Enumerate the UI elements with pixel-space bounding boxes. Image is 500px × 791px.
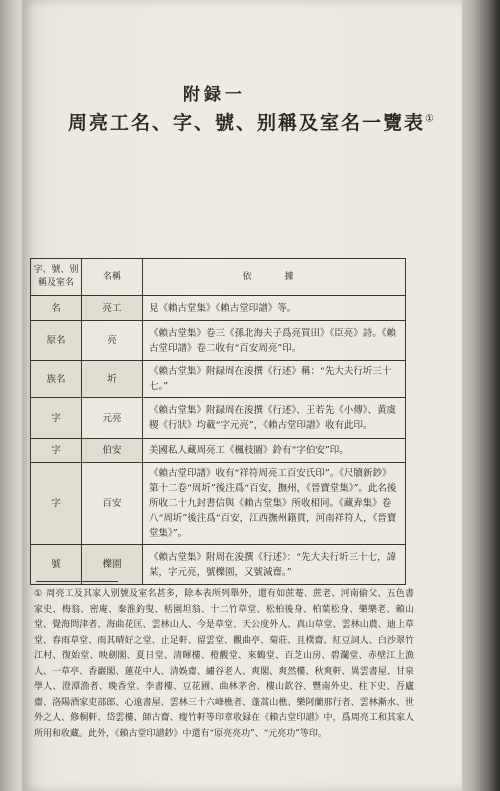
page-title [68, 108, 436, 135]
title-text: 周亮工名、字、號、别稱及室名一覽表 [68, 112, 426, 134]
header-name: 名稱 [82, 259, 143, 296]
row-basis: 《賴古堂集》卷三《孫北海夫子爲亮買田》《臣亮》詩。《賴古堂印譜》卷二收有“百安周亮”印。 [143, 321, 406, 361]
table-row [31, 463, 406, 545]
table-row [31, 545, 406, 585]
row-kind: 族名 [31, 361, 82, 398]
table-row [31, 398, 406, 439]
row-kind: 字 [31, 463, 82, 545]
row-kind: 字 [31, 439, 82, 463]
row-kind: 原名 [31, 321, 82, 361]
row-basis: 見《賴古堂集》《賴古堂印譜》等。 [143, 296, 406, 321]
row-name: 圻 [82, 361, 143, 398]
footnote-rule [36, 581, 118, 582]
header-basis: 依 據 [143, 259, 406, 296]
row-name: 櫟園 [82, 545, 143, 585]
table-row [31, 296, 406, 321]
title-footnote-mark: ① [425, 113, 436, 125]
row-basis: 《賴古堂印譜》收有“祥符周亮工百安氏印”。《尺牘新鈔》第十二卷“周圻”後注爲“百安，撫州，《晉寶堂集》”。此名後所收二十九封書信與《賴古堂集》所收相同。《藏弆集》卷八“周圻”後注爲“百安，江西撫州籍貫，河南祥符人，《晉寶堂集》”。 [143, 463, 406, 545]
names-table [30, 258, 406, 585]
footnote [34, 587, 414, 742]
table-row [31, 439, 406, 463]
row-name: 元亮 [82, 398, 143, 439]
row-name: 亮 [82, 321, 143, 361]
book-page-edges [462, 0, 500, 791]
footnote-text: 周亮工及其家人别號及室名甚多，除本表所列舉外，還有如蔗菴、蔗老、河南偷父、五色書家史、梅翁、密庵、秦淮釣叟、栝園坦翁、十二竹草堂、松柏後身、柏葉松身、樂樂老、賴山堂、覺海問津者、海曲花匡、雲林山人、今是草堂、天公度外人、真山草堂、雲林山農、迪上草堂、春雨草堂、雨其晴好之堂、止足軒、留雲堂、觀曲亭、菊莊、且樸齋、紅豆詞人、白沙翠竹江村、復始堂、映劍閣、夏日堂、清暉樓、橙觀堂、來鶴堂、百芝山房、碧瀾堂、赤壁江上漁人、一草亭、香巖閣、蓮花中人、清娛齋、繡谷老人、爽閣、爽然樓、秋爽軒、異雲書屋、甘泉學人、澄潭漁者、晚香堂、李書樓、豆花圃、曲林茅舍、樓山欽谷、豐南外史、柱下史、吾廬齋、洛陽酒家吏部郎、心遠書屋、雲林三十六峰樵者、蓬蒿山樵、樂阿蘭那行者、雲林漸水、世外之人、修桐軒、岱雲樓、師古齋、瘦竹軒等印章收録在《賴古堂印譜》中，爲周亮工和其家人所用和收藏。此外，《賴古堂印譜鈔》中還有“原亮亮功”、“元亮功”等印。 [34, 589, 414, 739]
row-kind: 名 [31, 296, 82, 321]
table-row [31, 361, 406, 398]
row-basis: 《賴古堂集》附録周在浚撰《行述》稱：“先大夫行圻三十七。” [143, 361, 406, 398]
row-name: 伯安 [82, 439, 143, 463]
appendix-heading: 附録一 [183, 85, 246, 105]
row-basis: 《賴古堂集》附録周在浚撰《行述》、王若先《小傳》、黄虞稷《行狀》均載“字元亮”，《賴古堂印譜》收有此印。 [143, 398, 406, 439]
row-name: 亮工 [82, 296, 143, 321]
table-header-row [31, 259, 406, 296]
row-name: 百安 [82, 463, 143, 545]
row-basis: 《賴古堂集》附周在浚撰《行述》：“先大夫行圻三十七，諱某，字元亮，號櫟園，又號減齋。” [143, 545, 406, 585]
table-row [31, 321, 406, 361]
footnote-mark: ① [34, 589, 43, 599]
row-kind: 號 [31, 545, 82, 585]
header-kind: 字、號、别稱及室名 [31, 259, 82, 296]
row-basis: 美國私人藏周亮工《楓枝圖》鈴有“字伯安”印。 [143, 439, 406, 463]
row-kind: 字 [31, 398, 82, 439]
